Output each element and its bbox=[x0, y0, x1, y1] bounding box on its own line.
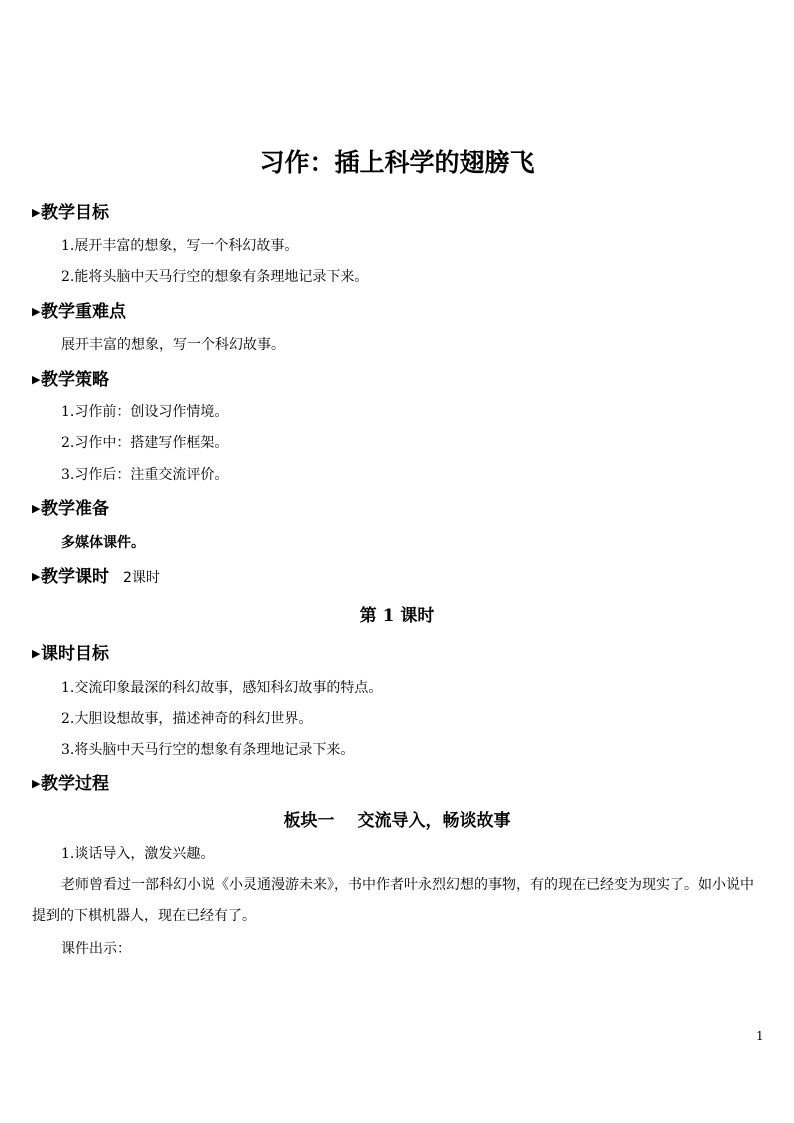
heading-text: 课时目标 bbox=[41, 644, 109, 664]
triangle-marker-icon: ▶ bbox=[32, 502, 41, 515]
list-item: 2.大胆设想故事，描述神奇的科幻世界。 bbox=[61, 711, 313, 727]
heading-text: 教学准备 bbox=[41, 499, 109, 519]
page-number: 1 bbox=[756, 1029, 764, 1043]
heading-teaching-hours bbox=[32, 565, 160, 590]
page-title: 习作：插上科学的翅膀飞 bbox=[259, 148, 535, 177]
heading-lesson-goals bbox=[32, 642, 109, 666]
heading-teaching-process bbox=[32, 772, 109, 796]
triangle-marker-icon: ▶ bbox=[32, 305, 41, 318]
list-item: 2.能将头脑中天马行空的想象有条理地记录下来。 bbox=[61, 269, 369, 285]
triangle-marker-icon: ▶ bbox=[32, 570, 41, 583]
courseware-label: 课件出示： bbox=[61, 941, 131, 957]
heading-teaching-strategy bbox=[32, 368, 109, 392]
step-item: 1.谈话导入，激发兴趣。 bbox=[61, 846, 215, 862]
heading-key-points bbox=[32, 300, 126, 324]
heading-text: 教学策略 bbox=[41, 370, 109, 390]
list-item: 2.习作中：搭建写作框架。 bbox=[61, 435, 229, 451]
list-item: 3.习作后：注重交流评价。 bbox=[61, 467, 229, 483]
block-title: 板块一 交流导入，畅谈故事 bbox=[283, 811, 511, 831]
lesson-title: 第 1 课时 bbox=[359, 606, 435, 626]
list-item: 1.交流印象最深的科幻故事，感知科幻故事的特点。 bbox=[61, 680, 383, 696]
heading-text: 教学目标 bbox=[41, 203, 109, 223]
heading-teaching-preparation bbox=[32, 497, 109, 521]
list-item: 3.将头脑中天马行空的想象有条理地记录下来。 bbox=[61, 742, 355, 758]
list-item: 1.展开丰富的想象，写一个科幻故事。 bbox=[61, 238, 299, 254]
heading-text: 教学重难点 bbox=[41, 302, 126, 322]
triangle-marker-icon: ▶ bbox=[32, 206, 41, 219]
triangle-marker-icon: ▶ bbox=[32, 647, 41, 660]
triangle-marker-icon: ▶ bbox=[32, 373, 41, 386]
triangle-marker-icon: ▶ bbox=[32, 777, 41, 790]
list-item: 展开丰富的想象，写一个科幻故事。 bbox=[61, 337, 285, 353]
body-paragraph: 老师曾看过一部科幻小说《小灵通漫游未来》，书中作者叶永烈幻想的事物，有的现在已经变为现实了。如小说中提到的下棋机器人，现在已经有了。 bbox=[32, 877, 754, 924]
hours-value: 2课时 bbox=[123, 570, 160, 586]
list-item: 多媒体课件。 bbox=[61, 535, 145, 551]
heading-text: 教学过程 bbox=[41, 774, 109, 794]
list-item: 1.习作前：创设习作情境。 bbox=[61, 404, 229, 420]
heading-teaching-goals bbox=[32, 201, 109, 225]
heading-text: 教学课时 bbox=[41, 567, 109, 587]
